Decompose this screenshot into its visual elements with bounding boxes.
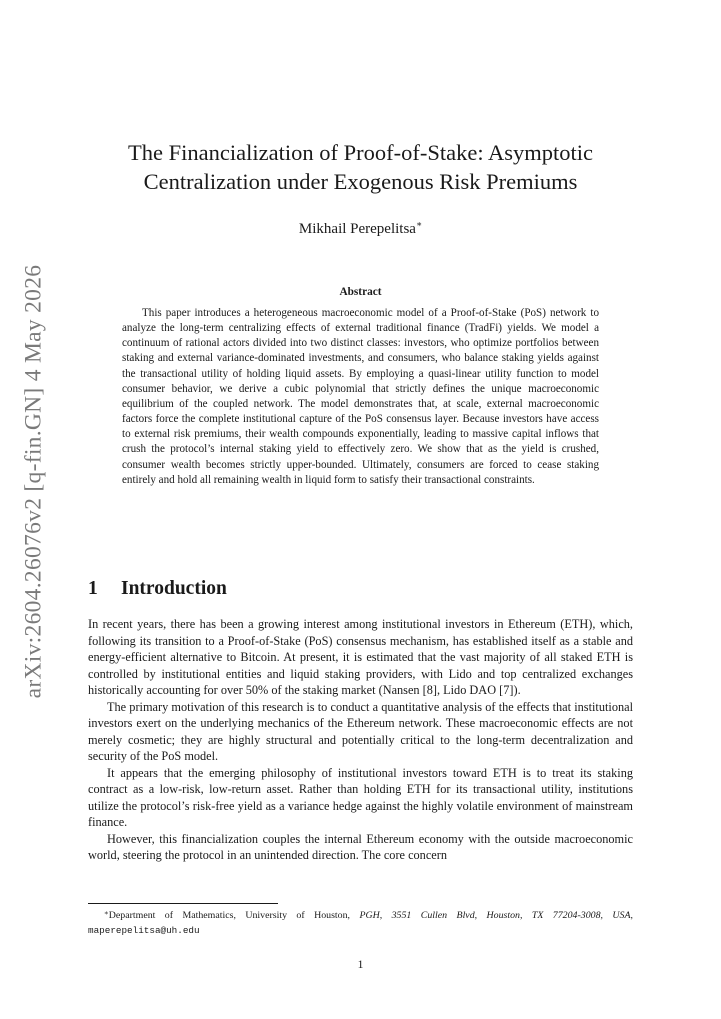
author-line	[88, 219, 633, 238]
introduction-body	[88, 616, 633, 864]
footnote-divider	[88, 903, 278, 904]
footnote-affiliation: Department of Mathematics, University of Houston,	[108, 910, 360, 921]
page-number: 1	[357, 957, 364, 971]
footnote-mark: ∗	[104, 909, 109, 917]
intro-paragraph-2: The primary motivation of this research is to conduct a quantitative analysis of the effects that institutional investors exert on the underlying mechanics of the Ethereum network. These macroeconomic effects are not merely cosmetic; they are highly structural and potentially critical to the long-term decentralization and security of the PoS model.	[88, 699, 633, 763]
abstract-text: This paper introduces a heterogeneous macroeconomic model of a Proof-of-Stake (PoS) network to analyze the long-term centralizing effects of external traditional finance (TradFi) yields. We model a continuum of rational actors divided into two distinct classes: investors, who optimize portfolios between staking and external variance-dominated investments, and consumers, who balance staking yields against the transactional utility of holding liquid assets. By employing a quasi-linear utility function to model consumer behavior, we derive a cubic polynomial that strictly defines the unique macroeconomic equilibrium of the coupled network. The model demonstrates that, at scale, external macroeconomic factors force the complete institutional capture of the PoS consensus layer. Because investors have access to external risk premiums, their wealth compounds exponentially, leading to massive capital inflows that crush the protocol’s internal staking yield to effectively zero. We show that as the yield is crushed, consumer wealth becomes strictly upper-bounded. Ultimately, consumers are forced to cease staking entirely and hold all remaining wealth in liquid form to satisfy their transactional constraints.	[122, 307, 599, 486]
title-line-1: The Financialization of Proof-of-Stake: Asymptotic	[128, 140, 593, 165]
intro-paragraph-3: It appears that the emerging philosophy of institutional investors toward ETH is to treat its staking contract as a low-risk, low-return asset. Rather than holding ETH for its transactional utility, institutions utilize the protocol’s risk-free yield as a variance hedge against the highly volatile environment of mainstream finance.	[88, 765, 633, 829]
intro-paragraph-4: However, this financialization couples the internal Ethereum economy with the outside macroeconomic world, steering the protocol in an unintended direction. The core concern	[88, 831, 633, 862]
author-name: Mikhail Perepelitsa	[298, 221, 416, 237]
author-footnote-mark: ∗	[415, 219, 423, 229]
arxiv-identifier-stamp	[14, 264, 54, 698]
footnote-address: PGH, 3551 Cullen Blvd, Houston, TX 77204-3008, USA	[359, 910, 631, 921]
section-title: Introduction	[121, 578, 227, 599]
section-number: 1	[88, 578, 98, 599]
arxiv-identifier-text: arXiv:2604.26076v2 [q-fin.GN] 4 May 2026	[20, 264, 47, 698]
title-line-2: Centralization under Exogenous Risk Premiums	[143, 169, 578, 194]
footnote-email: maperepelitsa@uh.edu	[88, 925, 200, 936]
paper-title	[88, 138, 633, 196]
intro-paragraph-1: In recent years, there has been a growing interest among institutional investors in Ethereum (ETH), which, following its transition to a Proof-of-Stake (PoS) consensus mechanism, has established itself as a stable and energy-efficient alternative to Bitcoin. At present, it is estimated that the vast majority of all staked ETH is controlled by institutional entities and liquid staking providers, with Lido and top centralized exchanges historically accounting for over 50% of the staking market (Nansen [8], Lido DAO [7]).	[88, 617, 633, 697]
section-heading	[88, 578, 227, 600]
abstract-heading: Abstract	[339, 286, 382, 298]
footnote: ∗Department of Mathematics, University of Houston, PGH, 3551 Cullen Blvd, Houston, TX 77204-3008, USA, maperepelitsa@uh.edu	[88, 909, 633, 936]
